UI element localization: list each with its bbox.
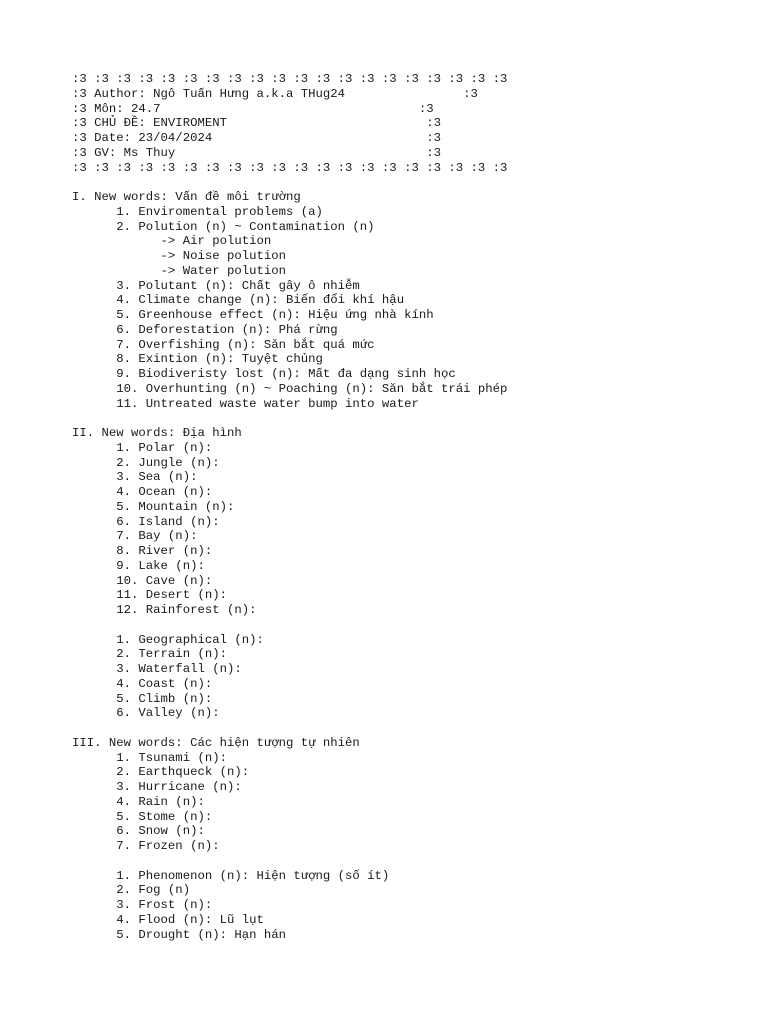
text-line: -> Water polution	[72, 263, 287, 278]
text-line: 5. Climb (n):	[72, 691, 213, 706]
text-line: 11. Untreated waste water bump into water	[72, 396, 419, 411]
text-line: 2. Jungle (n):	[72, 455, 220, 470]
text-line: 8. Exintion (n): Tuyệt chủng	[72, 352, 323, 367]
text-line: III. New words: Các hiện tượng tự nhiên	[72, 735, 360, 750]
text-line: 4. Coast (n):	[72, 676, 213, 691]
text-line	[72, 175, 752, 190]
text-line: :3 :3 :3 :3 :3 :3 :3 :3 :3 :3 :3 :3 :3 :3 :3 :3 :3 :3 :3 :3	[72, 160, 508, 175]
text-line: 1. Enviromental problems (a)	[72, 204, 323, 219]
text-line: 6. Snow (n):	[72, 824, 205, 839]
document-body	[72, 72, 752, 942]
text-line: 1. Tsunami (n):	[72, 750, 227, 765]
text-line: -> Noise polution	[72, 249, 287, 263]
text-line	[72, 854, 752, 869]
text-line	[72, 618, 752, 633]
text-line: :3 Date: 23/04/2024 :3	[72, 131, 441, 145]
text-line: 5. Mountain (n):	[72, 499, 235, 514]
text-line: 11. Desert (n):	[72, 588, 227, 603]
text-line: 6. Valley (n):	[72, 706, 220, 721]
text-line: 1. Geographical (n):	[72, 632, 264, 647]
text-line: 2. Fog (n)	[72, 883, 191, 898]
text-line: :3 Author: Ngô Tuấn Hưng a.k.a THug24 :3	[72, 86, 478, 101]
text-line: 3. Hurricane (n):	[72, 780, 242, 794]
text-line: 7. Bay (n):	[72, 529, 198, 544]
text-line: 4. Rain (n):	[72, 794, 205, 809]
text-line: I. New words: Vấn đề môi trường	[72, 190, 301, 204]
text-line: :3 CHỦ ĐỀ: ENVIROMENT :3	[72, 116, 441, 131]
text-line: 5. Stome (n):	[72, 809, 213, 824]
text-line: 4. Climate change (n): Biến đổi khí hậu	[72, 293, 405, 308]
text-line: 1. Phenomenon (n): Hiện tượng (số ít)	[72, 868, 390, 883]
text-line: :3 GV: Ms Thuy :3	[72, 145, 441, 160]
text-line: 3. Waterfall (n):	[72, 662, 242, 676]
text-line: :3 Môn: 24.7 :3	[72, 101, 434, 116]
text-line: II. New words: Địa hình	[72, 426, 242, 440]
text-line: 5. Greenhouse effect (n): Hiệu ứng nhà kính	[72, 308, 434, 322]
text-line: 4. Ocean (n):	[72, 485, 213, 499]
text-line	[72, 721, 752, 736]
text-line: 10. Cave (n):	[72, 573, 213, 588]
text-line: 9. Lake (n):	[72, 558, 205, 573]
text-line: 5. Drought (n): Hạn hán	[72, 927, 287, 942]
text-line: 2. Earthqueck (n):	[72, 765, 250, 780]
text-line: 7. Overfishing (n): Săn bắt quá mức	[72, 337, 375, 352]
text-line: 3. Sea (n):	[72, 470, 198, 485]
text-line: 8. River (n):	[72, 544, 213, 558]
text-line: 3. Frost (n):	[72, 898, 213, 912]
text-line: 10. Overhunting (n) ~ Poaching (n): Săn bắt trái phép	[72, 381, 508, 396]
text-line: 6. Deforestation (n): Phá rừng	[72, 322, 338, 337]
text-line: 2. Terrain (n):	[72, 647, 227, 662]
text-line: 3. Polutant (n): Chất gây ô nhiễm	[72, 278, 360, 293]
text-line: 1. Polar (n):	[72, 440, 213, 455]
text-line: 4. Flood (n): Lũ lụt	[72, 912, 264, 927]
text-line: 6. Island (n):	[72, 514, 220, 529]
text-line: :3 :3 :3 :3 :3 :3 :3 :3 :3 :3 :3 :3 :3 :3 :3 :3 :3 :3 :3 :3	[72, 72, 508, 86]
text-line	[72, 411, 752, 426]
text-line: 12. Rainforest (n):	[72, 603, 257, 617]
text-line: -> Air polution	[72, 234, 272, 249]
text-line: 7. Frozen (n):	[72, 839, 220, 853]
text-line: 9. Biodiveristy lost (n): Mất đa dạng sinh học	[72, 367, 456, 381]
text-line: 2. Polution (n) ~ Contamination (n)	[72, 219, 375, 234]
